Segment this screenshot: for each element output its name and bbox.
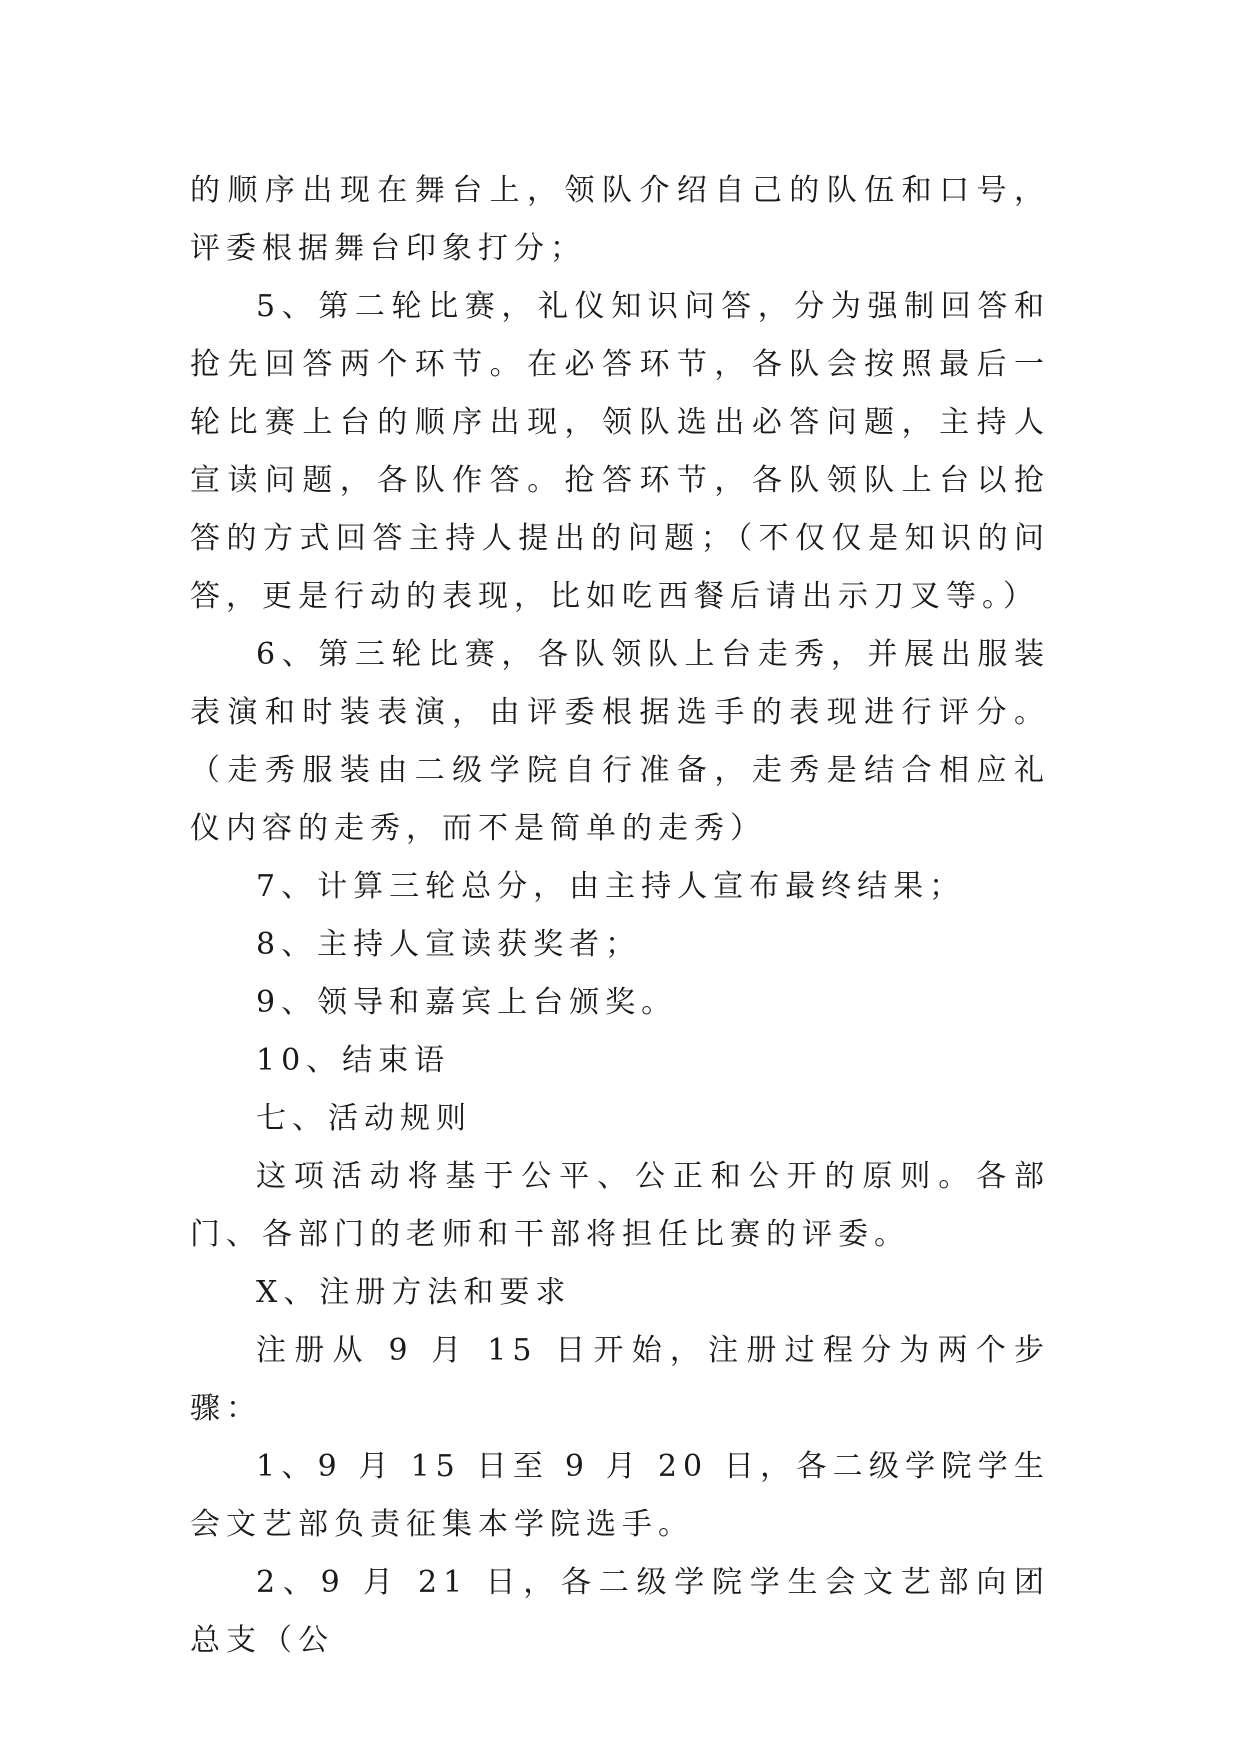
paragraph-5: 8、主持人宣读获奖者； <box>256 927 642 962</box>
paragraph-7: 10、结束语 <box>256 1043 451 1078</box>
paragraph-9: 这项活动将基于公平、公正和公开的原则。各部门、各部门的老师和干部将担任比赛的评委。 <box>190 1159 1050 1252</box>
paragraph-11: 注册从 9 月 15 日开始，注册过程分为两个步骤： <box>190 1333 1050 1426</box>
paragraph-6: 9、领导和嘉宾上台颁奖。 <box>256 985 678 1020</box>
section-heading-registration: X、注册方法和要求 <box>256 1275 572 1310</box>
paragraph-1: 的顺序出现在舞台上，领队介绍自己的队伍和口号，评委根据舞台印象打分； <box>190 173 1050 266</box>
paragraph-2: 5、第二轮比赛，礼仪知识问答，分为强制回答和抢先回答两个环节。在必答环节，各队会按照最后一轮比赛上台的顺序出现，领队选出必答问题，主持人宣读问题，各队作答。抢答环节，各队领队上台以抢答的方式回答主持人提出的问题；（不仅仅是知识的问答，更是行动的表现，比如吃西餐后请出示刀叉等。） <box>190 289 1050 614</box>
paragraph-4: 7、计算三轮总分，由主持人宣布最终结果； <box>256 869 966 904</box>
document-body <box>190 162 1050 1670</box>
section-heading-rules: 七、活动规则 <box>256 1101 472 1136</box>
paragraph-12: 1、9 月 15 日至 9 月 20 日，各二级学院学生会文艺部负责征集本学院选手。 <box>190 1449 1050 1542</box>
paragraph-3: 6、第三轮比赛，各队领队上台走秀，并展出服装表演和时装表演，由评委根据选手的表现进行评分。（走秀服装由二级学院自行准备，走秀是结合相应礼仪内容的走秀，而不是简单的走秀） <box>190 637 1050 846</box>
paragraph-13: 2、9 月 21 日，各二级学院学生会文艺部向团总支（公 <box>190 1565 1050 1658</box>
